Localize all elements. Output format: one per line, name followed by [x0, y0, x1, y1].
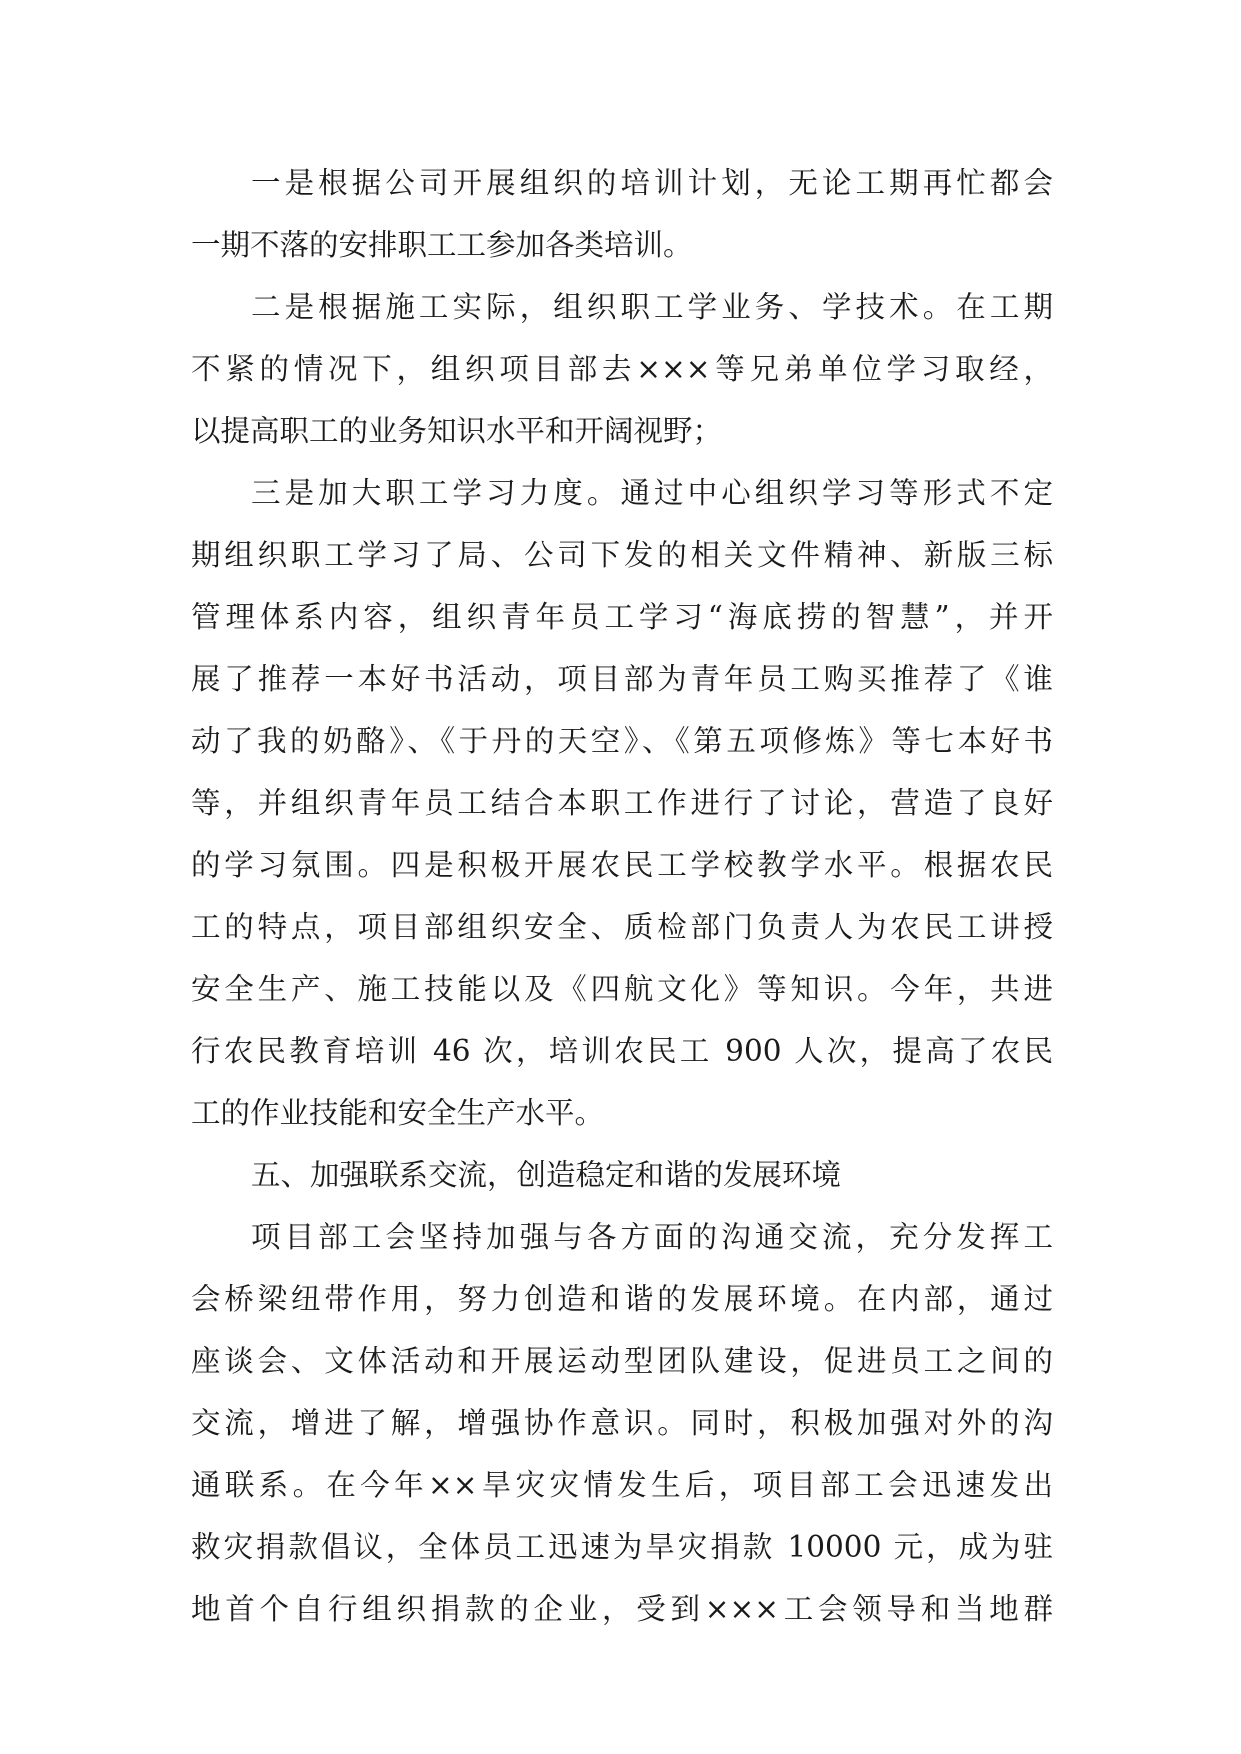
paragraph-line: 工的特点，项目部组织安全、质检部门负责人为农民工讲授: [191, 910, 1053, 944]
paragraph-line: 地首个自行组织捐款的企业，受到×××工会领导和当地群: [191, 1592, 1053, 1626]
paragraph-line: 交流，增进了解，增强协作意识。同时，积极加强对外的沟: [191, 1406, 1053, 1440]
paragraph-line: 动了我的奶酪》、《于丹的天空》、《第五项修炼》等七本好书: [191, 724, 1053, 758]
document-body: [191, 152, 1053, 1640]
paragraph-line: 一期不落的安排职工工参加各类培训。: [191, 228, 693, 262]
paragraph-line: 一是根据公司开展组织的培训计划，无论工期再忙都会: [251, 166, 1053, 200]
paragraph-line: 不紧的情况下，组织项目部去×××等兄弟单位学习取经，: [191, 352, 1053, 386]
paragraph-line: 二是根据施工实际，组织职工学业务、学技术。在工期: [251, 290, 1053, 324]
paragraph-line: 会桥梁纽带作用，努力创造和谐的发展环境。在内部，通过: [191, 1282, 1053, 1316]
paragraph-line: 管理体系内容，组织青年员工学习“海底捞的智慧”，并开: [191, 600, 1053, 634]
paragraph-line: 座谈会、文体活动和开展运动型团队建设，促进员工之间的: [191, 1344, 1053, 1378]
paragraph-line: 工的作业技能和安全生产水平。: [191, 1096, 605, 1130]
paragraph-line: 三是加大职工学习力度。通过中心组织学习等形式不定: [251, 476, 1053, 510]
paragraph-line: 救灾捐款倡议，全体员工迅速为旱灾捐款 10000 元，成为驻: [191, 1530, 1053, 1564]
paragraph-line: 通联系。在今年××旱灾灾情发生后，项目部工会迅速发出: [191, 1468, 1053, 1502]
paragraph-line: 期组织职工学习了局、公司下发的相关文件精神、新版三标: [191, 538, 1053, 572]
paragraph-line: 行农民教育培训 46 次，培训农民工 900 人次，提高了农民: [191, 1034, 1053, 1068]
paragraph-line: 安全生产、施工技能以及《四航文化》等知识。今年，共进: [191, 972, 1053, 1006]
paragraph-line: 的学习氛围。四是积极开展农民工学校教学水平。根据农民: [191, 848, 1053, 882]
paragraph-line: 展了推荐一本好书活动，项目部为青年员工购买推荐了《谁: [191, 662, 1053, 696]
paragraph-line: 项目部工会坚持加强与各方面的沟通交流，充分发挥工: [251, 1220, 1053, 1254]
paragraph-line: 等，并组织青年员工结合本职工作进行了讨论，营造了良好: [191, 786, 1053, 820]
paragraph-line: 以提高职工的业务知识水平和开阔视野；: [191, 414, 723, 448]
section-heading: 五、加强联系交流，创造稳定和谐的发展环境: [251, 1158, 842, 1192]
